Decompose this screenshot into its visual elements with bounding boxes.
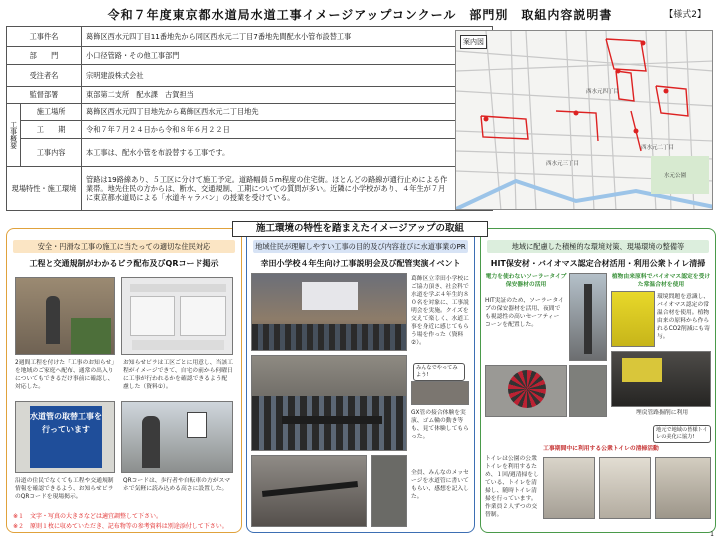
photo-qr-scan <box>121 401 233 473</box>
map-place: 西水元四丁目 <box>586 89 620 95</box>
photo-toilet-1 <box>543 457 595 519</box>
panel3-red1: 工事期間中に利用する公衆トイレの清掃活動 <box>543 446 659 452</box>
feature-label: 現場特性・施工環境 <box>7 167 82 211</box>
map-place: 西水元二丁目 <box>641 145 675 151</box>
panel3-bubble: 地元で地域の皆様トイレの美化に協力! <box>653 425 711 443</box>
panel1-text1: 2週間工程を付けた「工事のお知らせ」を地域のご家庭へ配布、通常の出入りについてもできるだけ事前に確認し、対応した。 <box>15 360 115 390</box>
content-label: 工事内容 <box>21 139 82 167</box>
info-table <box>6 26 493 211</box>
panel2-text1: 葛飾区立幸田小学校にご協力頂き、社会科で水道を学ぶ４年生約８０名を対象に、工事説明会を実施。クイズを交えて楽しく、水道工事を身近に感じてもらう場を作った（資料②）。 <box>411 276 469 346</box>
panel3-heading: 地域に配慮した積極的な環境対策、現場環境の整備等 <box>487 240 709 253</box>
photo-pipe-demo <box>251 355 407 451</box>
document-title: 令和７年度東京都水道局水道工事イメージアップコンクール 部門別 取組内容説明書 <box>107 8 613 22</box>
panel1-text4: QRコードは、歩行者や自転車の方がスマホで気軽に読み込める高さに設置した。 <box>123 478 231 492</box>
location-map <box>455 30 713 210</box>
panel2-bubble: みんなでやってみよう! <box>413 363 465 381</box>
photo-toilet-2 <box>599 457 651 519</box>
panel1-text2: お知らせビラは工区ごとに用意し、当該工程がイメージできて、自宅の前から何曜日に工事が行われるかを確認できるよう配慮した（資料①）。 <box>123 360 233 390</box>
photo-pipe-joint <box>411 381 469 405</box>
feature-value: 管路は19路線あり、５工区に分けて施工予定。道路幅員５m程度の住宅街。ほとんどの路線が通行止めによる作業帯。地先住民の方からは、断水、交通規制、工期についての質問が多い。近隣に小学校があり、４年生が７月に東京都水道局による「水道キャラバン」の授業を受けている。 <box>82 167 493 211</box>
panel1-subheading: 工程と交通規制がわかるビラ配布及びQRコード掲示 <box>29 259 219 268</box>
name-label: 工事件名 <box>7 27 82 47</box>
photo-school-briefing <box>251 273 407 351</box>
photo-toilet-3 <box>655 457 711 519</box>
panel2-text2: GX管の接合体験を実演、ゴム輪の動き等も、見て体験してもらった。 <box>411 410 469 440</box>
photo-flyer-delivery <box>15 277 115 355</box>
content-value: 本工事は、配水小管を布設替する工事です。 <box>82 139 493 167</box>
office-label: 監督部署 <box>7 87 82 104</box>
note-2: ※２ 原則１枚に収めていただき、記布物等の参考資料は別途添付して下さい。 <box>13 523 228 530</box>
map-label: 案内図 <box>460 35 487 49</box>
location-value: 葛飾区西水元四丁目地先から葛飾区西水元二丁目地先 <box>82 104 493 121</box>
panel3-green1: 電力を使わないソーラータイプ保安器材の活用 <box>485 274 567 288</box>
panel3-text3: トイレは公園の公衆トイレを利用するため、１回/週清掃をしている、トイレを清掃し、随時トイレ清掃を行っています。作業員２人ずつの交替制。 <box>485 456 539 518</box>
photo-biomass-bag <box>611 291 655 347</box>
panel1-text3: 沿道の住民でなくても工程や交通規制情報を確認できるよう、お知らせビラのQRコードを現場掲示。 <box>15 478 114 500</box>
map-place: 水元公園 <box>664 173 687 179</box>
photo-safety-cone <box>485 365 567 417</box>
group-label: 工事概要 <box>7 104 21 167</box>
office-value: 東部第二支所 配水課 古賀担当 <box>82 87 493 104</box>
period-value: 令和７年７月２４日から令和８年６月２２日 <box>82 121 493 139</box>
water-sign: 水道管の取替工事を行っています <box>30 406 102 468</box>
panel-water-pr <box>246 228 475 533</box>
contractor-label: 受注者名 <box>7 65 82 87</box>
page-number: 1 <box>710 531 714 538</box>
map-drawing <box>456 31 713 210</box>
panel3-text1: HIT実証のため、ソーラータイプの保安器材を活用、夜間でも視認性の高いセーフティーコーンを配置した。 <box>485 298 564 328</box>
panel1-heading: 安全・円滑な工事の施工に当たっての適切な住民対応 <box>13 240 235 253</box>
photo-messages <box>251 455 367 527</box>
main-heading: 施工環境の特性を踏まえたイメージアップの取組 <box>232 221 488 237</box>
panel3-green2: 植物由来原料でバイオマス認定を受けた常温合材を使用 <box>611 274 711 288</box>
panel-environment <box>480 228 716 533</box>
panel2-subheading: 幸田小学校４年生向け工事説明会及び配管実演イベント <box>260 259 461 268</box>
panel3-subheading: HIT保安材・バイオマス認定合材活用・利用公衆トイレ清掃 <box>490 259 706 268</box>
period-label: 工 期 <box>21 121 82 139</box>
photo-writing <box>371 455 407 527</box>
location-label: 施工場所 <box>21 104 82 121</box>
photo-flyer-document <box>121 277 233 355</box>
panel3-caption: 埋戻管路掘削に利用 <box>635 410 689 416</box>
photo-qr-sign <box>15 401 115 473</box>
photo-road <box>569 365 607 417</box>
form-tag: 【様式2】 <box>664 10 706 20</box>
photo-solar-light <box>569 273 607 361</box>
panel-resident-relations <box>6 228 242 533</box>
note-1: ※１ 文字・写真の大きさなどは適宜調整して下さい。 <box>13 513 163 520</box>
photo-asphalt <box>611 351 711 407</box>
contractor-value: 宗明建設株式会社 <box>82 65 493 87</box>
map-place: 西水元三丁目 <box>546 161 580 167</box>
dept-label: 部 門 <box>7 47 82 65</box>
name-value: 葛飾区西水元四丁目11番地先から同区西水元二丁目7番地先間配水小管布設替工事 <box>82 27 493 47</box>
panel2-heading: 地域住民が理解しやすい工事の目的及び内容並びに水道事業のPR <box>253 240 468 253</box>
dept-value: 小口径管路・その他工事部門 <box>82 47 493 65</box>
panel2-text3: 全員、みんなのメッセージを水道管に書いてもらい、感想を記入した。 <box>411 470 469 500</box>
panel3-text2: 環境問題を意識し、バイオマス認定の常温合材を使用。植物由来の原料から作られるCO2削減にも寄与。 <box>657 294 710 340</box>
